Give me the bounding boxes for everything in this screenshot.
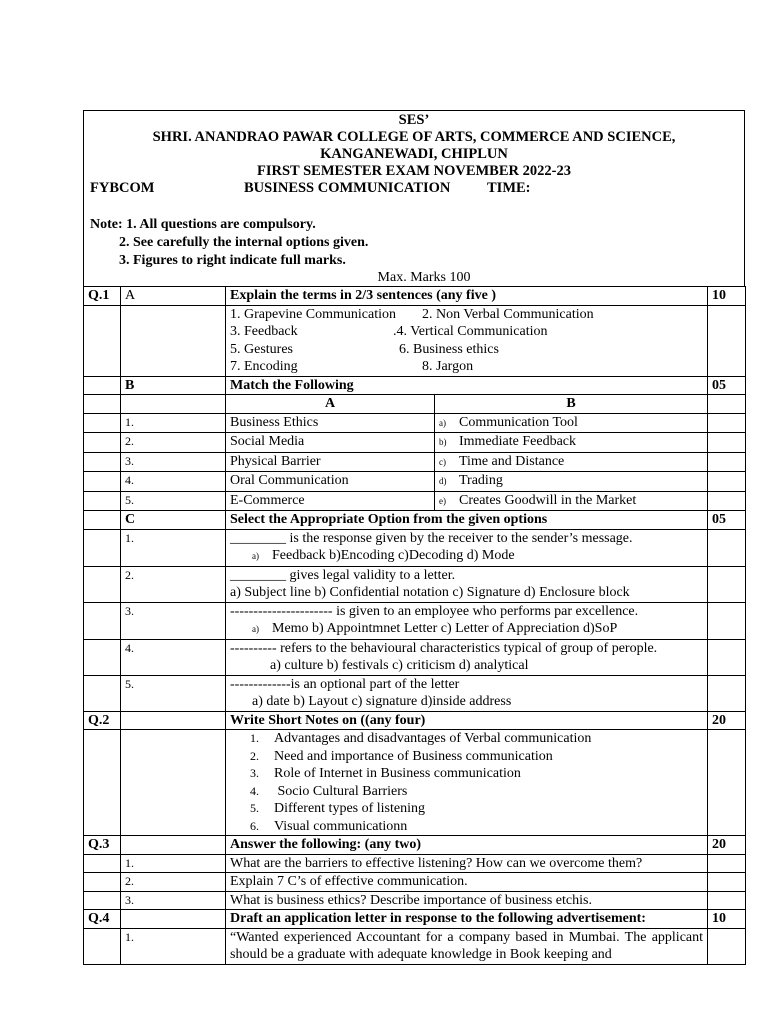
ses-title: SES’ xyxy=(398,112,430,128)
q4-advertisement: “Wanted experienced Accountant for a company based in Mumbai. The applicant should be a graduate with adequate knowledge in Book keeping and xyxy=(226,928,708,964)
q2-marks: 20 xyxy=(708,711,746,730)
note-1: Note: 1. All questions are compulsory. xyxy=(90,217,316,232)
time-label: TIME: xyxy=(487,180,531,196)
table-row: 1. Business Ethics a) Communication Tool xyxy=(84,413,746,433)
list-item: 5. Different types of listening xyxy=(250,801,425,816)
table-row xyxy=(84,395,746,414)
q1c-marks: 05 xyxy=(708,511,746,530)
table-row: 3. What is business ethics? Describe importance of business etchis. xyxy=(84,891,746,910)
table-row: 4. ---------- refers to the behavioural characteristics typical of group of perople. a) culture b) festivals c) criticism d) analytical xyxy=(84,639,746,675)
note-2: 2. See carefully the internal options given. xyxy=(119,235,369,250)
q1c-label: C xyxy=(121,511,226,530)
q1a-terms xyxy=(226,305,708,376)
note-3: 3. Figures to right indicate full marks. xyxy=(119,253,346,268)
table-row: 2. Social Media b) Immediate Feedback xyxy=(84,433,746,453)
college-name: SHRI. ANANDRAO PAWAR COLLEGE OF ARTS, COMMERCE AND SCIENCE, xyxy=(152,129,676,145)
list-item: 6. Visual communicationn xyxy=(250,818,408,834)
list-item: 7. Encoding 8. Jargon xyxy=(230,359,474,374)
list-item: 1. Grapevine Communication 2. Non Verbal Communication xyxy=(230,306,594,322)
table-row xyxy=(84,511,746,530)
table-row: 2. Explain 7 C’s of effective communication. xyxy=(84,873,746,892)
table-row: 1. “Wanted experienced Accountant for a company based in Mumbai. The applicant should be a graduate with adequate knowledge in Book keeping and xyxy=(84,928,746,964)
table-row: 1. ________ is the response given by the receiver to the sender’s message. a) Feedback b)Encoding c)Decoding d) Mode xyxy=(84,529,746,566)
college-place: KANGANEWADI, CHIPLUN xyxy=(320,146,508,162)
table-row: 3. ---------------------- is given to an employee who performs par excellence. a) Memo b) Appointmnet Letter c) Letter of Appreciation d)SoP xyxy=(84,602,746,639)
list-item: 3. Feedback .4. Vertical Communication xyxy=(230,324,548,339)
q2-title: Write Short Notes on ((any four) xyxy=(226,711,708,730)
table-row xyxy=(84,910,746,929)
notes-block xyxy=(84,216,744,270)
table-row: 5. E-Commerce e) Creates Goodwill in the Market xyxy=(84,491,746,511)
q1-number: Q.1 xyxy=(84,287,121,306)
q1a-marks: 10 xyxy=(708,287,746,306)
table-row xyxy=(84,376,746,395)
match-col-a: A xyxy=(226,395,435,414)
table-row: 4. Oral Communication d) Trading xyxy=(84,472,746,492)
q1b-marks: 05 xyxy=(708,376,746,395)
max-marks: Max. Marks 100 xyxy=(377,270,471,285)
paper-header xyxy=(83,110,745,286)
table-row xyxy=(84,836,746,855)
q4-marks: 10 xyxy=(708,910,746,929)
table-row xyxy=(84,305,746,376)
q1b-title: Match the Following xyxy=(226,376,708,395)
q4-number: Q.4 xyxy=(84,910,121,929)
list-item: 2. Need and importance of Business communication xyxy=(250,748,553,764)
q4-title: Draft an application letter in response to the following advertisement: xyxy=(226,910,708,929)
table-row: 3. Physical Barrier c) Time and Distance xyxy=(84,452,746,472)
q1a-title: Explain the terms in 2/3 sentences (any five ) xyxy=(226,287,708,306)
list-item: 1. Advantages and disadvantages of Verbal communication xyxy=(250,731,592,746)
subject-name: BUSINESS COMMUNICATION xyxy=(244,180,451,196)
question-paper xyxy=(83,110,745,965)
class-name: FYBCOM xyxy=(90,180,155,196)
table-row: 5. -------------is an optional part of the letter a) date b) Layout c) signature d)inside address xyxy=(84,675,746,711)
q1c-title: Select the Appropriate Option from the given options xyxy=(226,511,708,530)
list-item: 5. Gestures 6. Business ethics xyxy=(230,341,499,357)
exam-title: FIRST SEMESTER EXAM NOVEMBER 2022-23 xyxy=(257,163,571,179)
questions-table xyxy=(83,286,746,965)
q3-title: Answer the following: (any two) xyxy=(226,836,708,855)
list-item: 4. Socio Cultural Barriers xyxy=(250,783,408,799)
q1a-label: A xyxy=(121,287,226,306)
table-row xyxy=(84,287,746,306)
table-row xyxy=(84,730,746,836)
list-item: 3. Role of Internet in Business communication xyxy=(250,766,521,781)
table-row xyxy=(84,711,746,730)
q3-marks: 20 xyxy=(708,836,746,855)
table-row: 2. ________ gives legal validity to a letter. a) Subject line b) Confidential notation c) Signature d) Enclosure block xyxy=(84,566,746,602)
q1b-label: B xyxy=(121,376,226,395)
class-subject-line xyxy=(84,180,744,198)
q2-items xyxy=(226,730,708,836)
match-col-b: B xyxy=(435,395,708,414)
q2-number: Q.2 xyxy=(84,711,121,730)
table-row: 1. What are the barriers to effective listening? How can we overcome them? xyxy=(84,854,746,873)
q3-number: Q.3 xyxy=(84,836,121,855)
